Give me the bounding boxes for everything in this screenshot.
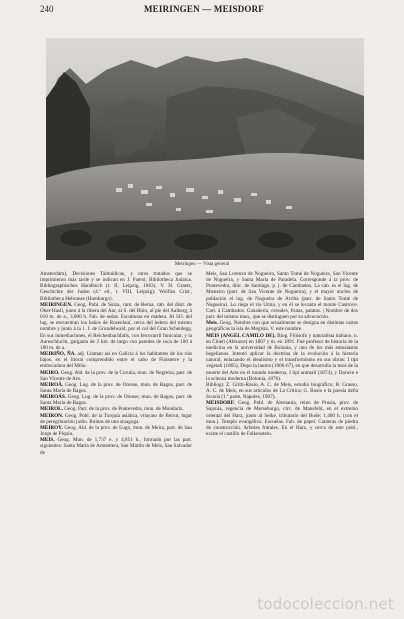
entry-headword: MEIRON.	[40, 412, 65, 419]
entry-text: Geog. Lug. de la prov. de Orense, mun. de Ragos, parr. de Santa María de Ragos.	[40, 381, 192, 394]
entry-text: adj. Llaman así en Galicia á los habitantes de los rías bajos, en el litoral comprendido entre el cabo de Finisterre y la embocadura del Miño.	[40, 351, 192, 370]
dictionary-entry	[206, 271, 358, 320]
dictionary-entry	[206, 333, 358, 382]
dictionary-entry	[40, 413, 192, 425]
entry-headword: MEIS (ANGEL CAMILO DE).	[206, 332, 278, 339]
figure-caption: Meiringen — Vista general	[174, 262, 230, 267]
page-header	[40, 4, 368, 18]
left-text-column	[40, 271, 192, 456]
dictionary-entry	[40, 425, 192, 437]
entry-text: Geog. Nombre con que actualmente se designa en distintas cartas geográficas la isla de Megista. V. este nombre.	[206, 320, 358, 333]
entry-headword: MEIROY.	[40, 424, 65, 431]
entry-text: Geog. Pobl. de Alemania, reino de Prusia, prov. de Sajonia, regencia de Merseburgo, círc. de Mansfeld, en el extremo oriental del Harz, junto al Selke, tributario del Bode; 1,400 h. (con el mun.). Templo evangélico. Escuelas. Fab. de papel. Canteras de piedra de construcción. Arboles frutales. En el Harz, y cerca de este pobl., existe el castillo de Falkenstein.	[206, 400, 358, 438]
dictionary-entry	[40, 382, 192, 394]
entry-headword: MEIROÁS.	[40, 394, 68, 401]
entry-headword: MEIS.	[40, 437, 58, 444]
valley-photo-illustration	[46, 38, 364, 260]
running-title: MEIRINGEN — MEISDORF	[143, 4, 264, 14]
dictionary-entry	[206, 320, 358, 332]
entry-headword: MEISDORF.	[206, 400, 238, 407]
entry-text: Meis, San Lorenzo de Nogueira, Santo Tomé de Nogueira, San Vicente de Nogueira, y Santa María de Paradela. Corresponde á la prov. de Pontevedra, dióc. de Santiago, p. j. de Cambados. La cab. es el lug. de Mosteiro (parr. de San Vicente de Nogueira), y el mayor núcleo de población el lug. de Nogueira de Arriba (parr. de Santo Tomé de Nogueira). Lo riega el río Umia, y en él se levanta el monte Castrove. Carr. á Cambados. Ganadería, cereales, frutas, patatas. | Nombre de dos parr. del mismo mun., que se distinguen por su advocación.	[206, 271, 358, 321]
entry-headword: MEIROÁ.	[40, 381, 66, 388]
watermark: todocoleccion.net	[257, 595, 394, 613]
dictionary-entry	[40, 394, 192, 406]
entry-text: Biog. Filósofo y naturalista italiano, n. en Chieti (Abruzos) en 1807 y m. en 1891. Fué profesor de historia de la medicina en la universidad de Bolonia, y uno de los más entusiastas hegelianos. Intentó aplicar la doctrina de la evolución á la historia natural, enlazando el idealismo y el transformismo en sus obras: I tipi vegetali (1865), Dopo la laurea (1866-67), en que desarrolla la tesis de la muerte del Arte en el mundo moderno, I tipi animali (1874), y Darwin e la scienza moderna (Bolonia, 1876).	[206, 332, 358, 382]
dictionary-entry	[40, 271, 192, 302]
dictionary-entry	[40, 437, 192, 455]
entry-headword: MEIRINGEN.	[40, 301, 75, 308]
dictionary-entry	[40, 351, 192, 369]
entry-text: Geog. Parr. de la prov. de Pontevedra, mun. de Mondariz.	[64, 406, 184, 413]
entry-text: Amsterdam), Decisiones Talmúdicas, y otros tratados que se imprimieron más tarde y se indican en J. Fuerst, Bibliotheca Judaica. Bibliographisches Handbuch (t. II, Leipzig, 1863), V. H. Graetz, Geschichte der Juden (4.ª ed., t. VIII, Leipzig); Wolfius Crist., Bibliotheca Hebraeae (Hamburgo).	[40, 271, 192, 302]
entry-text: Bibliogr. Z. Gritti-Rosio, A. C. de Meis, estudio biográfico; B. Grasso, A. C. de Meis, en sus artículos de La Critica; G. Bosio e la poesia della Scuola (1.ª parte, Nápoles, 1907).	[206, 381, 358, 401]
entry-text: Geog. Pobl. de Suiza, cant. de Berna, cab. del distr. de Ober-Hasli, junto á la ribera del Aar, al S. del Rhin, al pie del Aalberg, á 610 m. de a., 3,000 h. Fab. de sedas. Esculturas en madera. Al SO. del lug. se encuentran los baños de Rosenlaui, cerca del helero del mismo nombre y junto á la 1. f. de Grundelwaid, por el col del Gran Scheidegg. En sus inmediaciones, el Reichenbachfalls, con ferrocarril funicular, y la Aareschlucht, garganta de 2 km. de largo con paredes de roca de 100 á 180 m. de a.	[40, 301, 192, 351]
entry-headword: MEIROL.	[40, 406, 65, 413]
entry-text: Geog. Ald. de la prov. de la Coruña, mun. de Negreira, parr. de San Vicente de Aro.	[40, 369, 192, 382]
entry-headword: MEIRIÑO, ÑA.	[40, 351, 78, 358]
dictionary-entry	[40, 370, 192, 382]
right-text-column	[206, 271, 358, 437]
entry-text: Geog. Ald. de la prov. de Lugo, mun. de Meira, parr. de San Jorge de Piquín.	[40, 424, 192, 438]
entry-text: Geog. Pobl. de la Turquía asiática, vilayato de Beirut, lugar de peregrinación judío. Ruinas de una sinagoga.	[40, 412, 192, 425]
dictionary-entry	[206, 382, 358, 400]
dictionary-entry	[40, 302, 192, 351]
dictionary-entry	[206, 400, 358, 437]
page-number: 240	[40, 4, 54, 14]
entry-text: Geog. Mun. de 1,737 e. y 4,851 h., formado por las parr. siguientes: Santa María de Armentera, San Martín de Meis, San Salvador de	[40, 437, 192, 456]
entry-headword: Meis.	[206, 320, 220, 327]
entry-headword: MEIRO.	[40, 369, 61, 376]
landscape-photo	[46, 38, 364, 260]
entry-text: Geog. Lug. de la prov. de Orense, mun. de Ragos, parr. de Santa María de Ragos.	[40, 394, 192, 407]
